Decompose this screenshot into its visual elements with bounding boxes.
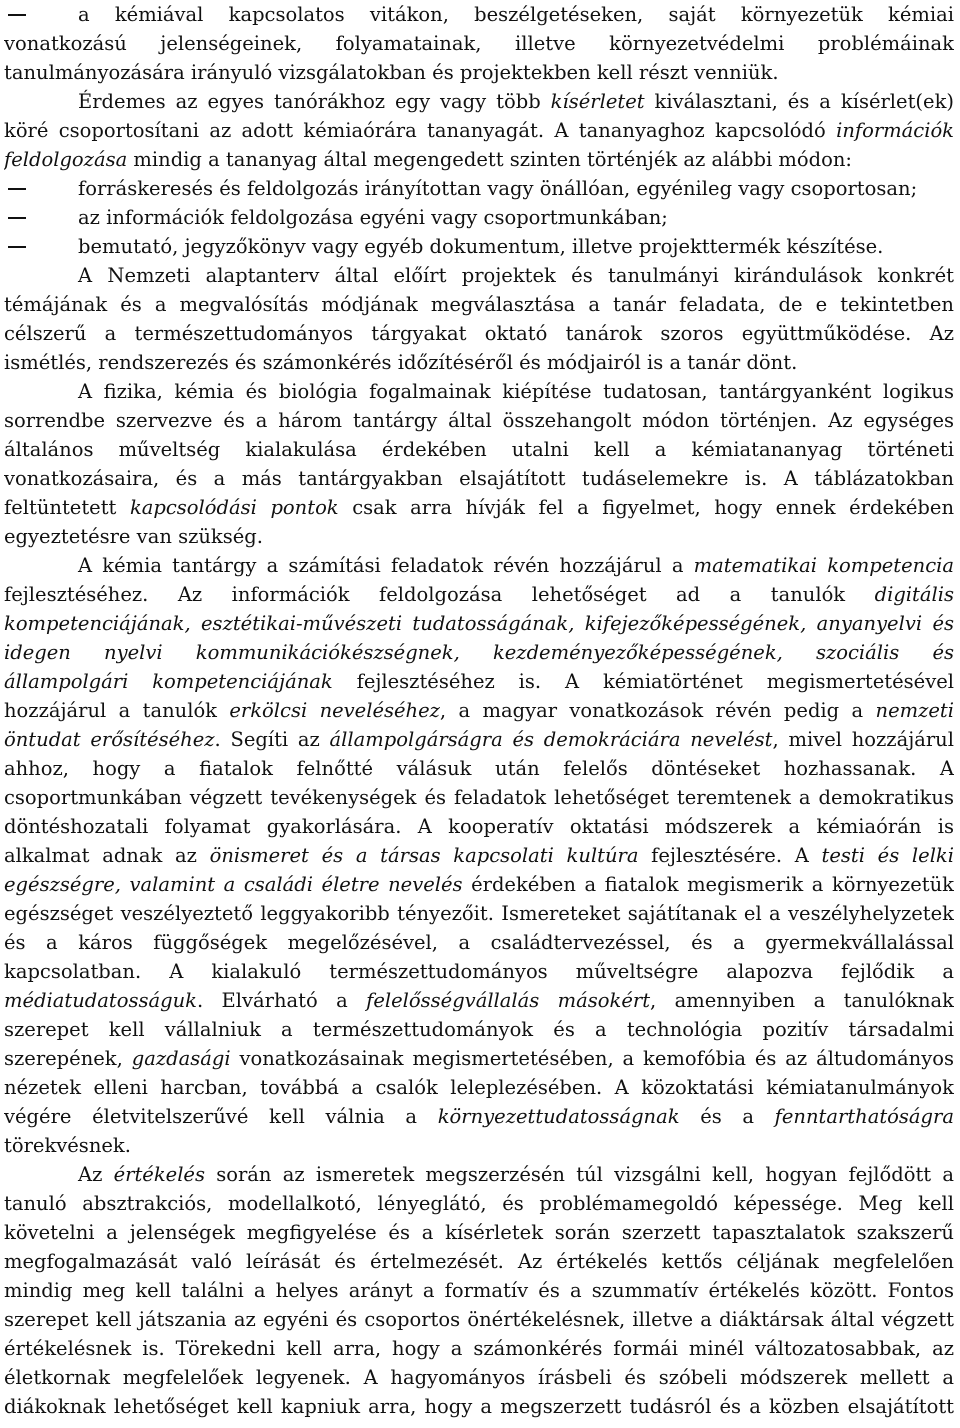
bullet-text <box>78 0 954 29</box>
paragraph-line <box>4 1276 954 1305</box>
text-run: követelni a jelenségek megfigyelése és a kísérletek során szerzett tapasztalatok szakszerű <box>4 1221 954 1244</box>
text-run: nézetek elleni harcban, továbbá a csalók leleplezésében. A közoktatási kémiatanulmányok <box>4 1076 954 1099</box>
text-run: fejlesztéséhez. Az információk feldolgozása lehetőséget ad a tanulók <box>4 583 875 606</box>
paragraph-line <box>4 1015 954 1044</box>
text-run: A fizika, kémia és biológia fogalmainak kiépítése tudatosan, tantárgyanként logikus <box>78 380 954 403</box>
paragraph-line <box>4 1247 954 1276</box>
text-run: csoportmunkában végzett tevékenységek és feladatok lehetőséget teremtenek a demokratikus <box>4 786 954 809</box>
paragraph-line <box>4 1102 954 1131</box>
bullet-item <box>4 203 954 232</box>
text-run: érdekében a fiatalok megismerik a környezetük <box>462 873 954 896</box>
paragraph-line <box>4 928 954 957</box>
paragraph-line <box>4 667 954 696</box>
text-run: Érdemes az egyes tanórákhoz egy vagy több <box>78 90 551 113</box>
paragraph-line <box>4 348 954 377</box>
paragraph-line <box>4 986 954 1015</box>
bullet-text <box>78 174 954 203</box>
text-run: A kémia tantárgy a számítási feladatok révén hozzájárul a <box>78 554 694 577</box>
text-run: sorrendbe szervezve és a három tantárgy által összehangolt módon történjen. Az egységes <box>4 409 954 432</box>
emphasized-text: idegen nyelvi kommunikációkészségnek, kezdeményezőképességének, szociális és <box>4 641 954 664</box>
text-run: . Segíti az <box>214 728 330 751</box>
paragraph-line <box>4 1305 954 1334</box>
emphasized-text: önismeret és a társas kapcsolati kultúra <box>209 844 639 867</box>
paragraph-line <box>4 1131 954 1160</box>
emphasized-text: feldolgozása <box>4 148 128 171</box>
text-run: Az <box>78 1163 114 1186</box>
paragraph-line <box>4 609 954 638</box>
paragraph-line <box>4 696 954 725</box>
paragraph-line <box>4 580 954 609</box>
text-run: során az ismeretek megszerzésén túl vizsgálni kell, hogyan fejlődött a <box>204 1163 954 1186</box>
bullet-item <box>4 232 954 261</box>
paragraph-line <box>4 145 954 174</box>
text-run: A Nemzeti alaptanterv által előírt projektek és tanulmányi kirándulások konkrét <box>78 264 954 287</box>
dash-bullet-icon <box>8 188 26 190</box>
paragraph-line <box>4 522 954 551</box>
text-run: témájának és a megvalósítás módjának megválasztása a tanár feladata, de e tekintetben <box>4 293 954 316</box>
text-run: az információk feldolgozása egyéni vagy csoportmunkában; <box>78 206 668 229</box>
emphasized-text: nemzeti <box>875 699 954 722</box>
text-run: általános műveltség kialakulása érdekében utalni kell a kémiatananyag történeti <box>4 438 954 461</box>
emphasized-text: médiatudatosságuk <box>4 989 197 1012</box>
dash-bullet-icon <box>8 217 26 219</box>
emphasized-text: állampolgári kompetenciájának <box>4 670 333 693</box>
paragraph-line <box>4 754 954 783</box>
emphasized-text: kapcsolódási pontok <box>129 496 339 519</box>
paragraph-line <box>4 464 954 493</box>
text-run: célszerű a természettudományos tárgyakat oktató tanárok szoros együttműködése. Az <box>4 322 954 345</box>
text-run: forráskeresés és feldolgozás irányítottan vagy önállóan, egyénileg vagy csoportosan; <box>78 177 918 200</box>
emphasized-text: fenntarthatóságra <box>774 1105 954 1128</box>
dash-bullet-icon <box>8 246 26 248</box>
bullet-text <box>78 203 954 232</box>
text-run: tanuló absztrakciós, modellalkotó, lényeglátó, és problémamegoldó képessége. Meg kell <box>4 1192 954 1215</box>
text-run: feltüntetett <box>4 496 130 519</box>
text-run: a kémiával kapcsolatos vitákon, beszélgetéseken, saját környezetük kémiai <box>78 3 954 26</box>
paragraph-line <box>4 406 954 435</box>
text-run: végére életvitelszerűvé kell válnia a <box>4 1105 438 1128</box>
emphasized-text: erkölcsi neveléséhez <box>229 699 440 722</box>
paragraph-line <box>4 783 954 812</box>
paragraph-line <box>4 957 954 986</box>
paragraph-line <box>4 290 954 319</box>
emphasized-text: állampolgárságra és demokráciára nevelést <box>329 728 773 751</box>
text-run: bemutató, jegyzőkönyv vagy egyéb dokumentum, illetve projekttermék készítése. <box>78 235 884 258</box>
text-run: kiválasztani, és a kísérlet(ek) <box>644 90 954 113</box>
paragraph-first-line <box>4 1160 954 1189</box>
emphasized-text: kompetenciájának, esztétikai-művészeti tudatosságának, kifejezőképességének, anyanyelvi és <box>4 612 954 635</box>
text-run: köré csoportosítani az adott kémiaórára tananyagát. A tananyaghoz kapcsolódó <box>4 119 837 142</box>
paragraph-line <box>4 638 954 667</box>
text-run: , a magyar vonatkozások révén pedig a <box>439 699 876 722</box>
paragraph-first-line <box>4 377 954 406</box>
text-run: életkornak megfelelőek legyenek. A hagyományos írásbeli és szóbeli módszerek mellett a <box>4 1366 954 1389</box>
text-run: diákoknak lehetőséget kell kapniuk arra, hogy a megszerzett tudásról és a közben elsajátított <box>4 1395 954 1418</box>
text-run: fejlesztésére. A <box>638 844 822 867</box>
paragraph-line <box>4 1363 954 1392</box>
text-run: mindig meg kell találni a helyes arányt a formatív és a szummatív értékelés között. Fontos <box>4 1279 954 1302</box>
emphasized-text: értékelés <box>113 1163 205 1186</box>
paragraph-line <box>4 841 954 870</box>
text-run: vonatkozásainak megismertetésében, a kemofóbia és az áltudományos <box>230 1047 954 1070</box>
text-run: és a káros függőségek megelőzésével, a családtervezéssel, és a gyermekvállalással <box>4 931 954 954</box>
paragraph-line <box>4 116 954 145</box>
text-run: és a <box>679 1105 775 1128</box>
dash-bullet-icon <box>8 14 26 16</box>
text-run: értékelésnek is. Törekedni kell arra, hogy a számonkérés formái minél változatosabbak, az <box>4 1337 954 1360</box>
text-run: tanulmányozására irányuló vizsgálatokban és projektekben kell részt venniük. <box>4 61 779 84</box>
text-run: ismétlés, rendszerezés és számonkérés időzítéséről és módjairól is a tanár dönt. <box>4 351 798 374</box>
text-run: , amennyiben a tanulóknak <box>650 989 954 1012</box>
text-run: döntéshozatali folyamat gyakorlására. A kooperatív oktatási módszerek a kémiaórán is <box>4 815 954 838</box>
text-run: mindig a tananyag által megengedett szinten történjék az alábbi módon: <box>127 148 852 171</box>
paragraph-line <box>4 899 954 928</box>
paragraph-line <box>4 29 954 58</box>
emphasized-text: felelősségvállalás másokért <box>366 989 651 1012</box>
text-run: egészséget veszélyeztető leggyakoribb tényezőit. Ismereteket sajátítanak el a veszélyhelyzetek <box>4 902 954 925</box>
text-run: szerepet kell játszania az egyéni és csoportos önértékelésnek, illetve a diáktársak által végzett <box>4 1308 954 1331</box>
emphasized-text: környezettudatosságnak <box>437 1105 680 1128</box>
text-run: kapcsolatban. A kialakuló természettudományos műveltségre alapozva fejlődik a <box>4 960 954 983</box>
paragraph-line <box>4 812 954 841</box>
bullet-item <box>4 0 954 29</box>
text-run: alkalmat adnak az <box>4 844 210 867</box>
text-run: szerepet kell vállalniuk a természettudományok és a technológia pozitív társadalmi <box>4 1018 954 1041</box>
paragraph-line <box>4 1073 954 1102</box>
emphasized-text: digitális <box>874 583 954 606</box>
paragraph-first-line <box>4 87 954 116</box>
emphasized-text: matematikai kompetencia <box>693 554 954 577</box>
text-run: megfogalmazását való leírását és értelmezését. Az értékelés kettős céljának megfelelően <box>4 1250 954 1273</box>
emphasized-text: öntudat erősítéséhez <box>4 728 215 751</box>
text-run: hozzájárul a tanulók <box>4 699 230 722</box>
paragraph-line <box>4 435 954 464</box>
text-run: , mivel hozzájárul <box>772 728 954 751</box>
paragraph-line <box>4 319 954 348</box>
text-run: egyeztetésre van szükség. <box>4 525 263 548</box>
paragraph-line <box>4 1189 954 1218</box>
paragraph-first-line <box>4 261 954 290</box>
text-run: csak arra hívják fel a figyelmet, hogy ennek érdekében <box>338 496 954 519</box>
text-run: szerepének, <box>4 1047 132 1070</box>
text-run: vonatkozású jelenségeinek, folyamatainak, illetve környezetvédelmi problémáinak <box>4 32 954 55</box>
text-run: . Elvárható a <box>196 989 367 1012</box>
emphasized-text: információk <box>836 119 954 142</box>
text-run: ahhoz, hogy a fiatalok felnőtté válásuk után felelős döntéseket hozhassanak. A <box>4 757 954 780</box>
emphasized-text: kísérletet <box>550 90 645 113</box>
emphasized-text: egészségre, valamint a családi életre nevelés <box>4 873 463 896</box>
text-run: vonatkozásaira, és a más tantárgyakban elsajátított tudáselemekre is. A táblázatokban <box>4 467 954 490</box>
text-run: fejlesztéséhez is. A kémiatörténet megismertetésével <box>332 670 954 693</box>
paragraph-line <box>4 1044 954 1073</box>
paragraph-line <box>4 493 954 522</box>
paragraph-line <box>4 725 954 754</box>
paragraph-line <box>4 58 954 87</box>
emphasized-text: gazdasági <box>131 1047 231 1070</box>
paragraph-line <box>4 1334 954 1363</box>
paragraph-line <box>4 1218 954 1247</box>
paragraph-line <box>4 870 954 899</box>
bullet-text <box>78 232 954 261</box>
paragraph-first-line <box>4 551 954 580</box>
text-run: törekvésnek. <box>4 1134 131 1157</box>
bullet-item <box>4 174 954 203</box>
paragraph-line <box>4 1392 954 1421</box>
emphasized-text: testi és lelki <box>821 844 954 867</box>
